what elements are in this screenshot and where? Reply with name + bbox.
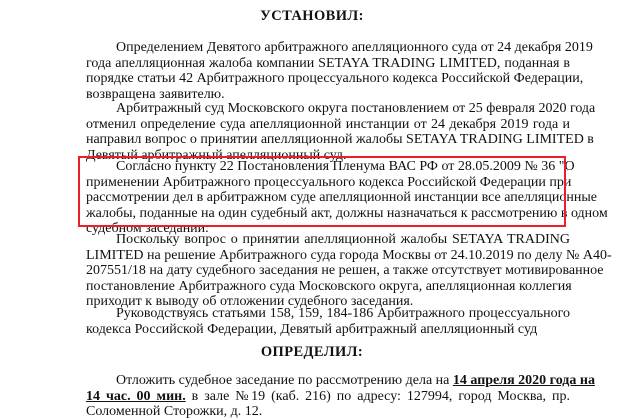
paragraph-line: направил вопрос о принятии апелляционной жалобы SETAYA TRADING LIMITED в [86, 132, 594, 148]
heading-decided: ОПРЕДЕЛИЛ: [260, 344, 364, 360]
paragraph-line: отменил определение суда апелляционной инстанции от 24 декабря 2019 года и [86, 116, 570, 132]
decision-text: Отложить судебное заседание по рассмотрению дела на [116, 373, 453, 388]
paragraph-line: Согласно пункту 22 Постановления Пленума ВАС РФ от 28.05.2009 № 36 "О [116, 159, 575, 174]
paragraph-5 [86, 306, 570, 337]
decision-line-3: Соломенной Сторожки, д. 12. [86, 404, 263, 420]
paragraph-line: года апелляционная жалоба компании SETAYA TRADING LIMITED, поданная в [86, 55, 570, 71]
decision-line-1 [86, 373, 595, 389]
paragraph-line: Руководствуясь статьями 158, 159, 184-186 Арбитражного процессуального [116, 306, 570, 321]
paragraph-1 [86, 40, 593, 102]
paragraph-line: рассмотрении дел в арбитражном суде апелляционной инстанции все апелляционные [86, 190, 597, 206]
decision-paragraph [86, 373, 595, 420]
paragraph-line: Девятый арбитражный апелляционный суд. [86, 147, 347, 163]
paragraph-line: порядке статьи 42 Арбитражного процессуального кодекса Российской Федерации, [86, 71, 584, 87]
decision-text: в зале №19 (каб. 216) по адресу: 127994, город Москва, пр. [185, 388, 570, 404]
heading-established: УСТАНОВИЛ: [260, 8, 364, 24]
paragraph-line: применении Арбитражного процессуального кодекса Российской Федерации при [86, 174, 572, 190]
paragraph-line: LIMITED на решение Арбитражного суда города Москвы от 24.10.2019 по делу № А40- [86, 247, 612, 263]
paragraph-3-highlighted [86, 159, 608, 237]
paragraph-line: Поскольку вопрос о принятии апелляционной жалобы SETAYA TRADING [116, 232, 570, 247]
paragraph-line: постановление Арбитражного суда Московского округа, апелляционная коллегия [86, 278, 572, 294]
paragraph-line: Определением Девятого арбитражного апелляционного суда от 24 декабря 2019 [116, 40, 593, 55]
hearing-time: 14 час. 00 мин. [86, 388, 186, 404]
paragraph-line: жалобы, поданные на один судебный акт, должны назначаться к рассмотрению в одном [86, 205, 608, 221]
paragraph-line: судебном заседании. [86, 221, 209, 237]
paragraph-line: приходит к выводу об отложении судебного заседания. [86, 294, 414, 310]
paragraph-line: 207551/18 на дату судебного заседания не решен, а также отсутствует мотивированное [86, 263, 604, 279]
paragraph-2 [86, 101, 596, 163]
paragraph-line: кодекса Российской Федерации, Девятый арбитражный апелляционный суд [86, 321, 538, 337]
paragraph-4 [86, 232, 612, 310]
paragraph-line: Арбитражный суд Московского округа постановлением от 25 февраля 2020 года [116, 101, 596, 116]
paragraph-line: возвращена заявителю. [86, 86, 225, 102]
hearing-date: 14 апреля 2020 года на [452, 373, 595, 388]
decision-line-2 [86, 389, 570, 405]
